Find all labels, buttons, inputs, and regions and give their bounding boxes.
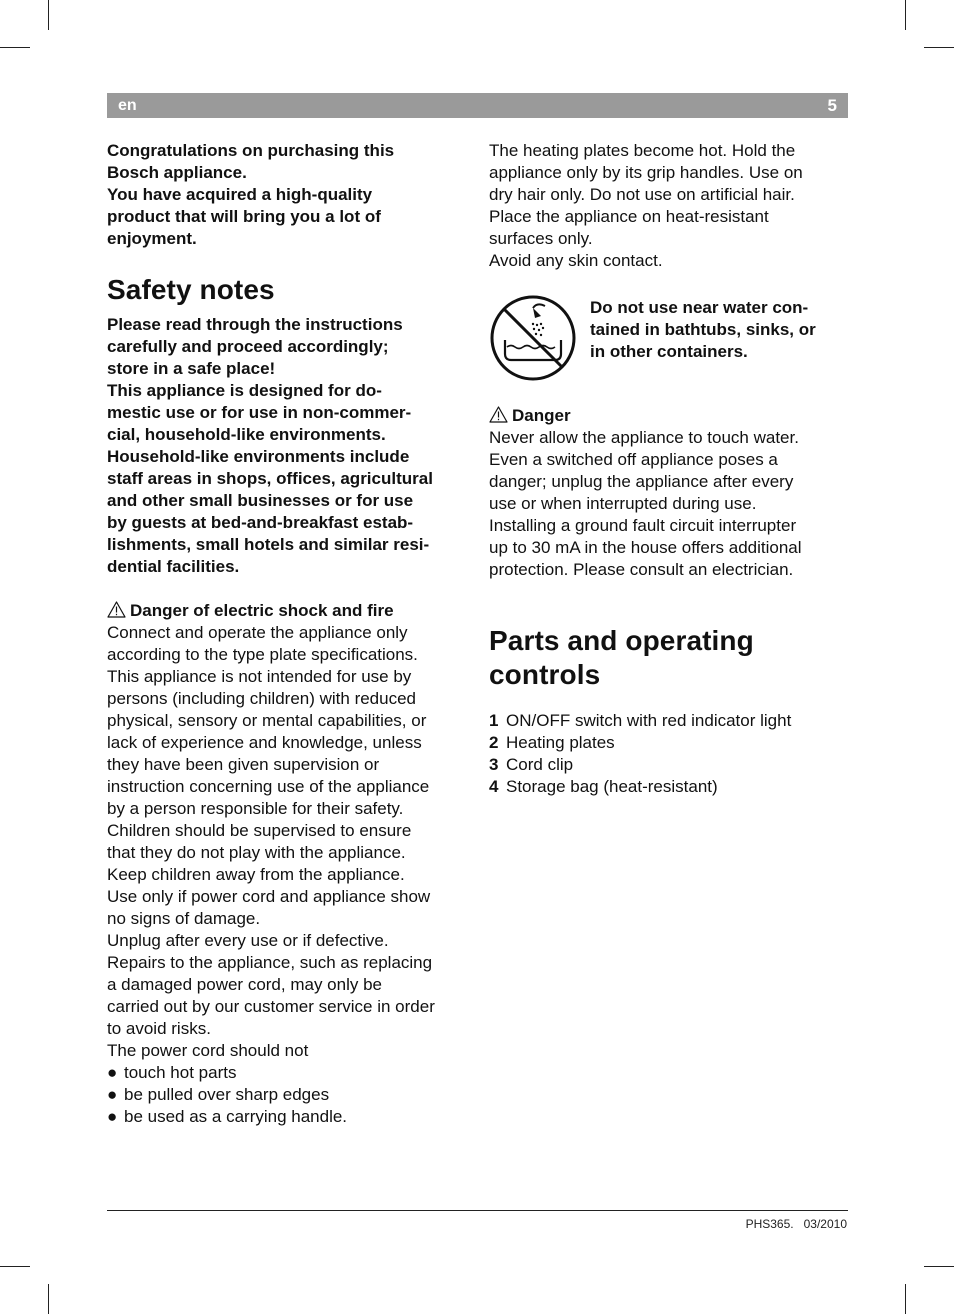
water-warning-text: Do not use near water con- tained in bathtubs, sinks, or in other containers. xyxy=(590,298,816,361)
print-date: 03/2010 xyxy=(803,1217,847,1231)
parts-heading: Parts and operating controls xyxy=(489,625,754,690)
left-column xyxy=(107,140,467,1128)
crop-mark xyxy=(905,1284,906,1314)
list-item: 3 Cord clip xyxy=(489,755,574,774)
crop-mark xyxy=(0,47,30,48)
warning-triangle-icon xyxy=(489,406,508,423)
water-warning-block xyxy=(489,294,839,394)
safety-intro-text: Please read through the instructions carefully and proceed accordingly; store in a safe place! This appliance is designed for do- mestic use or for use in non-commer- cial, household-like environments. Household-like environments include staff areas in shops, offices, agricultural and other small businesses or for use by guests at bed-and-breakfast estab- lishments, small hotels and similar resi- dential facilities. xyxy=(107,315,433,576)
crop-mark xyxy=(48,0,49,30)
header-bar xyxy=(107,93,848,118)
crop-mark xyxy=(905,0,906,30)
footer xyxy=(746,1217,847,1231)
intro-text: Congratulations on purchasing this Bosch appliance. You have acquired a high-quality product that will bring you a lot of enjoyment. xyxy=(107,141,395,248)
danger-water-section xyxy=(489,405,839,581)
footer-divider xyxy=(107,1210,848,1211)
crop-mark xyxy=(924,1266,954,1267)
list-item: 1 ON/OFF switch with red indicator light xyxy=(489,711,792,730)
danger-water-title: Danger xyxy=(489,405,839,427)
list-item: 2 Heating plates xyxy=(489,733,615,752)
danger-electric-section xyxy=(107,600,467,1128)
safety-notes-heading: Safety notes xyxy=(107,274,275,305)
right-column xyxy=(489,140,839,798)
danger-electric-body: Connect and operate the appliance only according to the type plate specifications. This appliance is not intended for use by persons (including children) with reduced physical, sensory or mental capabilities, or lack of experience and knowledge, unless they have been given supervision or instruction concerning use of the appliance by a person responsible for their safety. Children should be supervised to ensure that they do not play with the appliance. Keep children away from the appliance. Use only if power cord and appliance show no signs of damage. Unplug after every use or if defective. Repairs to the appliance, such as replacing a damaged power cord, may only be carried out by our customer service in order to avoid risks. The power cord should not xyxy=(107,623,435,1060)
no-water-bath-icon xyxy=(489,294,577,382)
page-number: 5 xyxy=(827,96,837,115)
crop-mark xyxy=(924,47,954,48)
warning-triangle-icon xyxy=(107,601,126,618)
model-number: PHS365. xyxy=(745,1217,794,1231)
parts-list xyxy=(489,710,839,798)
crop-mark xyxy=(0,1266,30,1267)
list-item: ● be used as a carrying handle. xyxy=(107,1107,348,1126)
danger-electric-title: Danger of electric shock and fire xyxy=(107,600,467,622)
danger-water-body: Never allow the appliance to touch water. Even a switched off appliance poses a danger; unplug the appliance after every use or when interrupted during use. Installing a ground fault circuit interrupter up to 30 mA in the house offers additional protection. Please consult an electrician. xyxy=(489,428,802,579)
power-cord-bullet-list xyxy=(107,1062,467,1128)
list-item: 4 Storage bag (heat-resistant) xyxy=(489,777,718,796)
list-item: ● be pulled over sharp edges xyxy=(107,1085,330,1104)
language-code: en xyxy=(118,97,137,114)
list-item: ● touch hot parts xyxy=(107,1063,237,1082)
crop-mark xyxy=(48,1284,49,1314)
heating-plates-text: The heating plates become hot. Hold the appliance only by its grip handles. Use on dry hair only. Do not use on artificial hair. Place the appliance on heat-resistant surfaces only. Avoid any skin contact. xyxy=(489,141,803,270)
